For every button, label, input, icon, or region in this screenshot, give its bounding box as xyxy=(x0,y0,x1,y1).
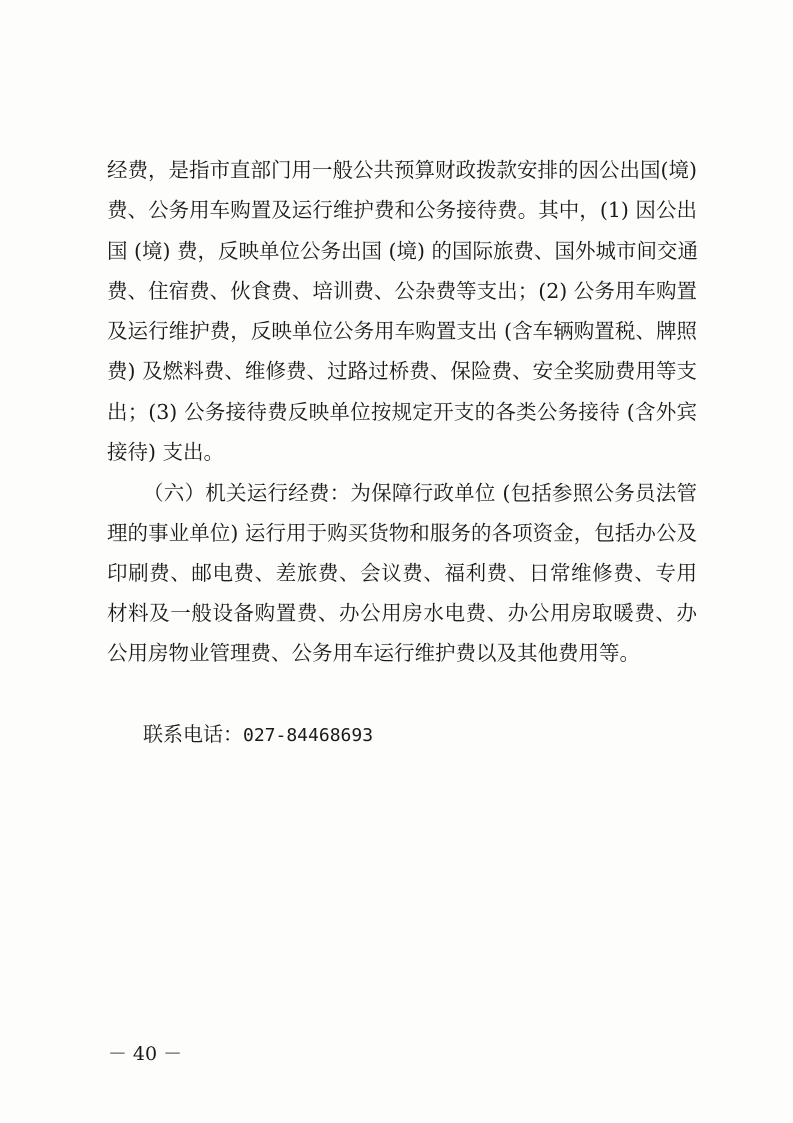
paragraph-1-line-7: 出；(3) 公务接待费反映单位按规定开支的各类公务接待 (含外宾 xyxy=(107,400,697,424)
paragraph-1-line-2: 费、公务用车购置及运行维护费和公务接待费。其中，(1) 因公出 xyxy=(107,198,697,222)
paragraph-1-line-6: 费) 及燃料费、维修费、过路过桥费、保险费、安全奖励费用等支 xyxy=(107,359,697,383)
contact-phone-number: 027-84468693 xyxy=(243,725,374,746)
paragraph-2-line-2: 理的事业单位) 运行用于购买货物和服务的各项资金，包括办公及 xyxy=(107,521,697,545)
paragraph-1-line-3: 国 (境) 费，反映单位公务出国 (境) 的国际旅费、国外城市间交通 xyxy=(107,239,699,263)
contact-label: 联系电话： xyxy=(143,722,243,746)
contact-info xyxy=(143,719,373,751)
paragraph-1-line-1: 经费，是指市直部门用一般公共预算财政拨款安排的因公出国(境) xyxy=(107,158,697,182)
paragraph-1-line-4: 费、住宿费、伙食费、培训费、公杂费等支出；(2) 公务用车购置 xyxy=(107,279,697,303)
paragraph-2-line-1: （六）机关运行经费：为保障行政单位 (包括参照公务员法管 xyxy=(143,481,697,505)
paragraph-2-line-4: 材料及一般设备购置费、办公用房水电费、办公用房取暖费、办 xyxy=(107,601,697,625)
page-number: － 40 － xyxy=(107,1043,183,1065)
paragraph-2-line-3: 印刷费、邮电费、差旅费、会议费、福利费、日常维修费、专用 xyxy=(107,561,697,585)
paragraph-2-line-5: 公用房物业管理费、公务用车运行维护费以及其他费用等。 xyxy=(107,641,640,665)
paragraph-1-line-8: 接待) 支出。 xyxy=(107,440,225,464)
paragraph-1-line-5: 及运行维护费，反映单位公务用车购置支出 (含车辆购置税、牌照 xyxy=(107,319,697,343)
